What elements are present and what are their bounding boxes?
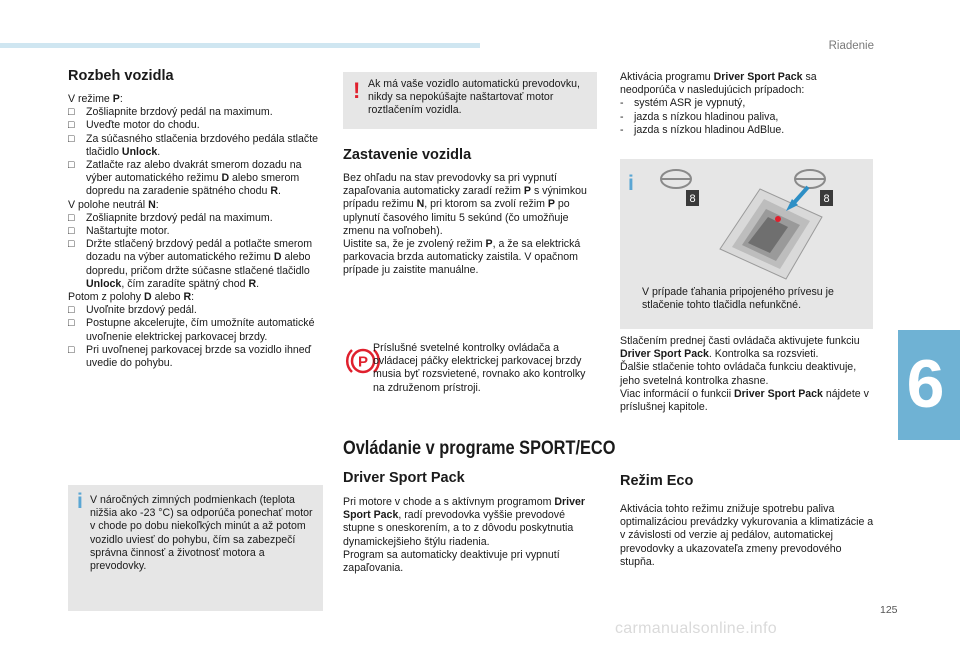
illustration-caption: V prípade ťahania pripojeného prívesu je stlačenie tohto tlačidla nefunkčné. — [642, 286, 834, 312]
list-item: □ Pri uvoľnenej parkovacej brzde sa vozidlo ihneď uvedie do pohybu. — [68, 343, 312, 370]
eco-section — [620, 472, 875, 569]
bullet-icon: □ — [68, 343, 75, 356]
intro-then: Potom z polohy D alebo R: — [68, 291, 195, 304]
column-3-top — [620, 71, 875, 137]
warning-icon: ! — [353, 78, 361, 103]
section-title-zastavenie: Zastavenie vozidla — [343, 147, 472, 163]
header-accent-bar — [0, 43, 480, 48]
info-icon: i — [628, 172, 634, 195]
bullet-icon: □ — [68, 225, 75, 238]
bullet-icon: □ — [68, 106, 75, 119]
list-item: - systém ASR je vypnutý, — [620, 97, 746, 110]
section-title-rozbeh: Rozbeh vozidla — [68, 68, 174, 84]
intro-mode-p: V režime P: — [68, 93, 123, 105]
list-item: □ Uvoľnite brzdový pedál. — [68, 304, 197, 317]
list-item: □ Zošliapnite brzdový pedál na maximum. — [68, 211, 273, 224]
column-1 — [68, 67, 320, 370]
column-2 — [343, 146, 599, 278]
list-item: □ Zatlačte raz alebo dvakrát smerom dozadu na výber automatického režimu D alebo smerom dopredu na zaradenie spätného chodu R. — [68, 159, 302, 198]
list-item: □ Zošliapnite brzdový pedál na maximum. — [68, 106, 273, 119]
lamp-description: Príslušné svetelné kontrolky ovládača a ovládacej páčky elektrickej parkovacej brzdy musia byť rozsvietené, rovnako ako kontrolky na združenom prístroji. — [373, 342, 586, 394]
eco-paragraph: Aktivácia tohto režimu znižuje spotrebu paliva optimalizáciou prevádzky vykurovania a klimatizácie a v závislosti od verzie aj pedálov, automatickej prevodovky a ukazovateľa zmeny prevodového stupňa. — [620, 503, 874, 568]
intro-neutral: V polohe neutrál N: — [68, 198, 159, 211]
bullet-icon: □ — [68, 211, 75, 224]
page-number: 125 — [880, 604, 898, 616]
watermark: carmanualsonline.info — [615, 620, 777, 637]
column-3-middle — [620, 335, 875, 414]
list-item: □ Postupne akcelerujte, čím umožníte automatické uvoľnenie elektrickej parkovacej brzdy. — [68, 317, 315, 343]
lamp-glyph: P — [357, 353, 369, 371]
section-title-driver-sport-pack: Driver Sport Pack — [343, 470, 465, 486]
gear-selector-illustration — [716, 181, 826, 283]
svg-text:8: 8 — [689, 193, 696, 205]
warning-box-text: Ak má vaše vozidlo automatickú prevodovku, nikdy sa nepokúšajte naštartovať motor roztlačením vozidla. — [368, 78, 580, 117]
dsp-paragraph-2: Program sa automaticky deaktivuje pri vypnutí zapaľovania. — [343, 548, 560, 575]
winter-info-box — [68, 485, 323, 611]
bullet-icon: □ — [68, 317, 75, 330]
warning-box — [343, 72, 597, 129]
bullet-icon: □ — [68, 119, 75, 132]
info-box-text: V náročných zimných podmienkach (teplota nižšia ako -23 °C) sa odporúča ponechať motor v chode po dobu niekoľkých minút a až potom vozidlo uviesť do pohybu, čím sa zabezpečí správna činnosť a životnosť motora a prevodovky. — [90, 494, 313, 573]
list-item: □ Za súčasného stlačenia brzdového pedála stlačte tlačidlo Unlock. — [68, 132, 319, 158]
bullet-icon: □ — [68, 238, 75, 251]
press-paragraph-3: Viac informácií o funkcii Driver Sport Pack nájdete v príslušnej kapitole. — [620, 387, 869, 414]
section-title-eco: Režim Eco — [620, 473, 694, 489]
chapter-title: Riadenie — [828, 40, 874, 52]
dsp-paragraph-1: Pri motore v chode a s aktívnym programom Driver Sport Pack, radí prevodovka vyššie prevodové stupne s oneskorením, a to z dôvodu poskytnutia dynamickejšieho štýlu riadenia. — [343, 496, 585, 548]
bullet-icon: □ — [68, 159, 75, 172]
bullet-icon: □ — [68, 132, 75, 145]
chapter-number: 6 — [906, 346, 945, 422]
section-title-sport-eco: Ovládanie v programe SPORT/ECO — [343, 438, 616, 459]
bullet-icon: □ — [68, 304, 75, 317]
chapter-tab — [898, 330, 960, 440]
sport-eco-section — [343, 438, 616, 575]
list-item: □ Naštartujte motor. — [68, 225, 170, 238]
towing-info-box — [620, 159, 873, 329]
list-item: □ Držte stlačený brzdový pedál a potlačte smerom dozadu na výber automatického režimu D alebo dopredu, pričom držte súčasne stlačené tlačidlo Unlock, čím zaradíte spätný chod R. — [68, 238, 313, 290]
info-icon: i — [77, 490, 83, 513]
stop-paragraph-2: Uistite sa, že je zvolený režim P, a že sa elektrická parkovacia brzda automaticky zaistila. V opačnom prípade ju zaistite manuálne. — [343, 238, 581, 277]
steering-wheel-lamp-icon — [652, 167, 708, 211]
list-item: - jazda s nízkou hladinou AdBlue. — [620, 123, 785, 136]
press-paragraph-2: Ďalšie stlačenie tohto ovládača funkciu deaktivuje, jeho svetelná kontrolka zhasne. — [620, 361, 857, 387]
stop-paragraph-1: Bez ohľadu na stav prevodovky sa pri vypnutí zapaľovania automaticky zaradí režim P s výnimkou prípadu režimu N, pri ktorom sa zvolí režim P po uplynutí časového limitu 5 sekúnd (čo umožňuje zmenu na voľnobeh). — [343, 172, 587, 237]
press-paragraph-1: Stlačením prednej časti ovládača aktivujete funkciu Driver Sport Pack. Kontrolka sa rozsvieti. — [620, 335, 860, 361]
list-item: □ Uveďte motor do chodu. — [68, 119, 200, 132]
activation-paragraph: Aktivácia programu Driver Sport Pack sa neodporúča v nasledujúcich prípadoch: — [620, 71, 817, 97]
list-item: - jazda s nízkou hladinou paliva, — [620, 110, 779, 123]
svg-text:8: 8 — [823, 193, 830, 205]
